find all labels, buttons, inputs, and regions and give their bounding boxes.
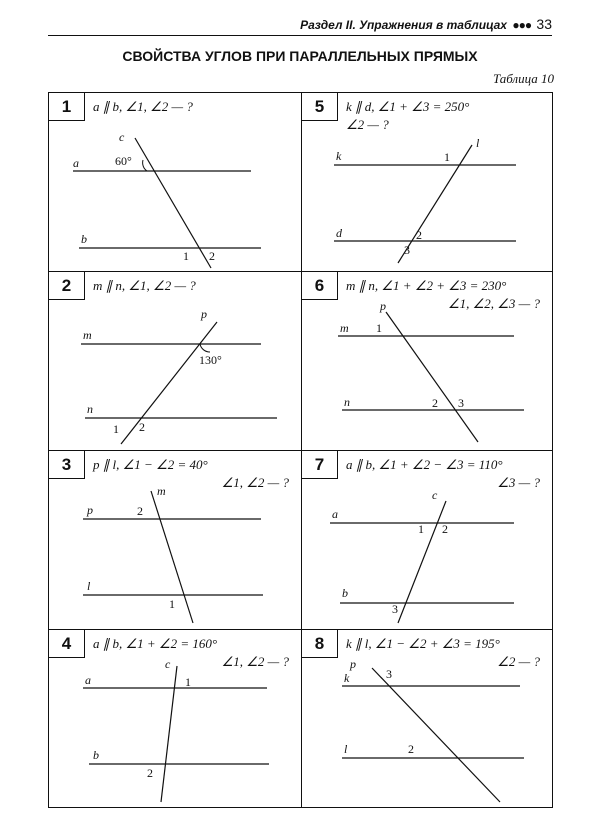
label-l: l [344,742,348,756]
problem-8-cell [302,630,552,807]
label-c: c [432,488,438,502]
angle-3: 3 [386,667,392,681]
problem-2-cell [49,272,301,450]
problem-7-cell [302,451,552,629]
section-subtitle: Упражнения в таблицах [359,18,507,32]
label-m: m [83,328,92,342]
problem-6-cell [302,272,552,450]
problem-number: 4 [49,630,85,658]
problem-6-figure [302,272,552,450]
label-m: m [157,484,166,498]
problem-condition: k ∥ l, ∠1 − ∠2 + ∠3 = 195° [346,636,500,651]
transversal-p [386,312,478,442]
problem-number: 8 [302,630,338,658]
angle-1: 1 [418,522,424,536]
angle-1: 1 [183,249,189,263]
problem-question: ∠2 — ? [497,654,540,669]
problem-condition: k ∥ d, ∠1 + ∠3 = 250° [346,99,470,114]
section-label: Раздел II. [300,18,356,32]
problem-1-cell [49,93,301,271]
label-k: k [336,149,342,163]
problem-question: ∠3 — ? [497,475,540,490]
problem-number: 5 [302,93,338,121]
angle-2: 2 [209,249,215,263]
problem-number: 1 [49,93,85,121]
problem-condition: p ∥ l, ∠1 − ∠2 = 40° [93,457,208,472]
label-b: b [93,748,99,762]
transversal-p [372,668,500,802]
problem-condition: a ∥ b, ∠1, ∠2 — ? [93,99,193,114]
problem-condition: a ∥ b, ∠1 + ∠2 = 160° [93,636,218,651]
angle-3: 3 [458,396,464,410]
angle-3: 3 [392,602,398,616]
angle-1: 1 [113,422,119,436]
angle-arc [143,160,147,171]
label-b: b [342,586,348,600]
problem-number: 2 [49,272,85,300]
label-l: l [476,136,480,150]
angle-1: 1 [444,150,450,164]
problem-condition: m ∥ n, ∠1, ∠2 — ? [93,278,196,293]
label-a: a [85,673,91,687]
angle-2: 2 [147,766,153,780]
label-m: m [340,321,349,335]
problem-condition: a ∥ b, ∠1 + ∠2 − ∠3 = 110° [346,457,503,472]
angle-1: 1 [185,675,191,689]
angle-arc [200,344,210,352]
label-p: p [87,503,93,517]
label-p: p [380,299,386,313]
problem-number: 7 [302,451,338,479]
problem-condition: m ∥ n, ∠1 + ∠2 + ∠3 = 230° [346,278,507,293]
problem-3-figure [49,451,301,629]
header-rule [48,35,552,36]
angle-2: 2 [416,228,422,242]
label-n: n [87,402,93,416]
problem-question: ∠1, ∠2 — ? [221,654,289,669]
problem-question: ∠1, ∠2 — ? [221,475,289,490]
problem-4-figure [49,630,301,807]
label-d: d [336,226,342,240]
problem-number: 3 [49,451,85,479]
label-a: a [73,156,79,170]
problem-5-figure [302,93,552,271]
problem-question: ∠1, ∠2, ∠3 — ? [447,296,540,311]
label-a: a [332,507,338,521]
angle-2: 2 [442,522,448,536]
label-n: n [344,395,350,409]
problem-2-figure [49,272,301,450]
page-number: 33 [536,16,552,32]
label-p: p [201,307,207,321]
transversal-c [398,501,446,623]
transversal-p [121,322,217,444]
table-label: Таблица 10 [492,71,554,86]
angle-2: 2 [408,742,414,756]
problem-7-figure [302,451,552,629]
page-title: СВОЙСТВА УГЛОВ ПРИ ПАРАЛЛЕЛЬНЫХ ПРЯМЫХ [122,48,478,64]
problem-1-figure [49,93,301,271]
angle-130: 130° [199,353,222,367]
exercise-table [48,92,553,808]
label-c: c [165,657,171,671]
angle-2: 2 [139,420,145,434]
angle-2: 2 [432,396,438,410]
problem-5-cell [302,93,552,271]
problem-4-cell [49,630,301,807]
problem-number: 6 [302,272,338,300]
label-l: l [87,579,91,593]
problem-question: ∠2 — ? [346,117,389,132]
label-c: c [119,130,125,144]
label-p: p [350,657,356,671]
problem-3-cell [49,451,301,629]
angle-3: 3 [404,243,410,257]
angle-1: 1 [169,597,175,611]
angle-2: 2 [137,504,143,518]
angle-1: 1 [376,321,382,335]
problem-8-figure [302,630,552,807]
transversal-c [161,666,177,802]
label-b: b [81,232,87,246]
angle-60: 60° [115,154,132,168]
bullet-dots-icon: ●●● [512,18,532,32]
label-k: k [344,671,350,685]
